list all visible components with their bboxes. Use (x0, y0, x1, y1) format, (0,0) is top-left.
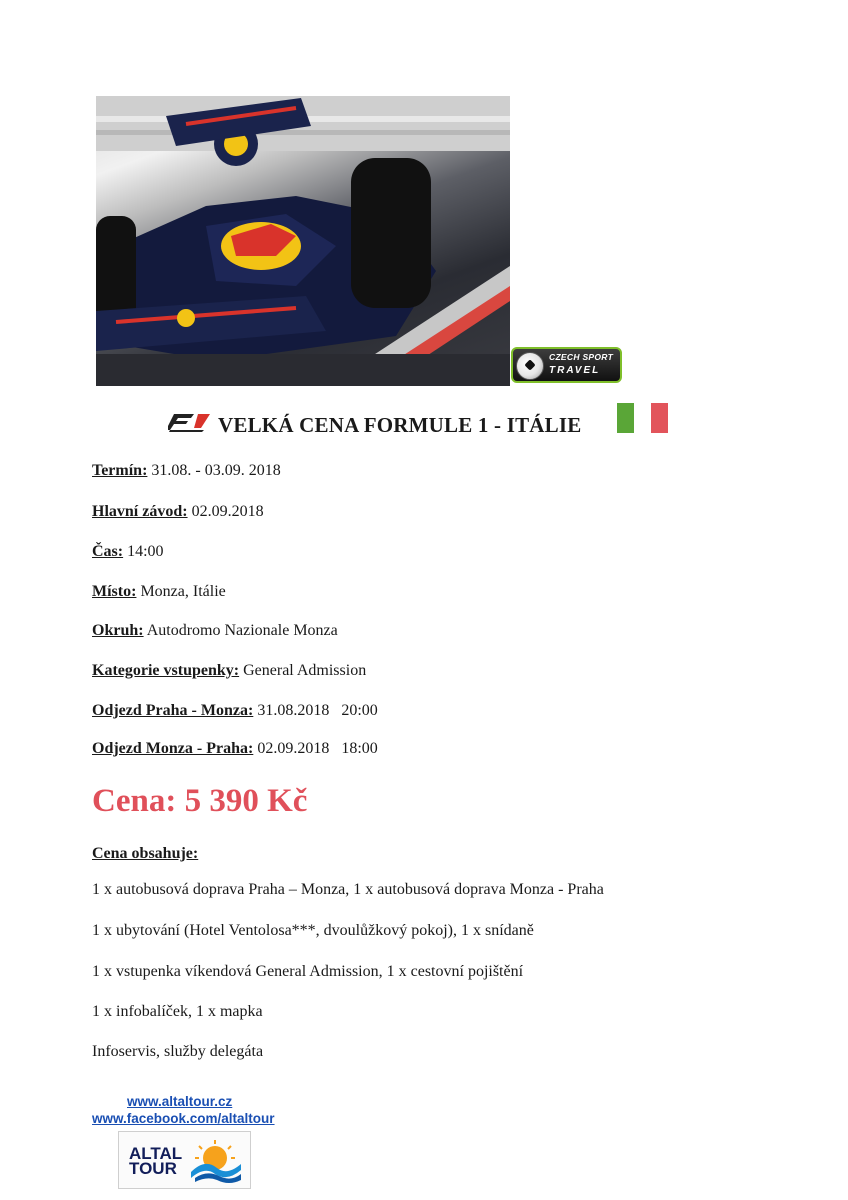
altal-tour-logo (118, 1131, 251, 1189)
facebook-link[interactable]: www.facebook.com/altaltour (92, 1111, 275, 1126)
detail-value: 14:00 (127, 543, 164, 560)
logo-line2: TOUR (129, 1159, 177, 1178)
logo-text (129, 1146, 189, 1176)
detail-label: Kategorie vstupenky: (92, 662, 240, 679)
sun-wave-icon (187, 1138, 245, 1184)
f1-car-icon (96, 96, 510, 386)
included-item: 1 x ubytování (Hotel Ventolosa***, dvoulůžkový pokoj), 1 x snídaně (92, 922, 534, 939)
detail-label: Okruh: (92, 622, 144, 639)
detail-time-value: 20:00 (341, 702, 378, 719)
detail-value: 02.09.2018 (257, 740, 330, 757)
detail-term (92, 462, 281, 480)
detail-value: Monza, Itálie (140, 583, 226, 600)
detail-departure-praha (92, 702, 378, 720)
detail-label: Odjezd Monza - Praha: (92, 740, 254, 757)
included-item: 1 x vstupenka víkendová General Admission, 1 x cestovní pojištění (92, 963, 524, 980)
italy-flag-green (617, 403, 634, 433)
detail-label: Čas: (92, 543, 124, 560)
detail-main-race (92, 503, 264, 521)
detail-value: 02.09.2018 (191, 503, 264, 520)
detail-departure-monza (92, 740, 378, 758)
detail-ticket-category (92, 662, 366, 680)
price: Cena: 5 390 Kč (92, 783, 308, 819)
badge-line2: TRAVEL (549, 365, 601, 376)
detail-value: 31.08.2018 (257, 702, 330, 719)
included-heading: Cena obsahuje: (92, 845, 199, 862)
hero-photo (96, 96, 510, 386)
detail-time (92, 543, 164, 561)
detail-label: Hlavní závod: (92, 503, 188, 520)
detail-label: Termín: (92, 462, 148, 479)
included-item: 1 x infobalíček, 1 x mapka (92, 1003, 263, 1020)
czech-sport-travel-logo (511, 347, 622, 383)
detail-value: Autodromo Nazionale Monza (146, 622, 338, 639)
website-link[interactable]: www.altaltour.cz (127, 1094, 233, 1109)
italy-flag-red (651, 403, 668, 433)
detail-circuit (92, 622, 338, 640)
badge-line1: CZECH SPORT (549, 352, 614, 362)
detail-value: General Admission (243, 662, 367, 679)
detail-value: 31.08. - 03.09. 2018 (151, 462, 281, 479)
included-item: 1 x autobusová doprava Praha – Monza, 1 x autobusová doprava Monza - Praha (92, 881, 604, 898)
included-item: Infoservis, služby delegáta (92, 1043, 264, 1060)
f1-logo-icon (168, 412, 212, 432)
detail-label: Odjezd Praha - Monza: (92, 702, 254, 719)
football-icon (516, 352, 544, 380)
detail-label: Místo: (92, 583, 137, 600)
event-title: VELKÁ CENA FORMULE 1 - ITÁLIE (218, 413, 582, 437)
detail-time-value: 18:00 (341, 740, 378, 757)
detail-place (92, 583, 226, 601)
logo-line1: ALTAL (129, 1144, 183, 1163)
